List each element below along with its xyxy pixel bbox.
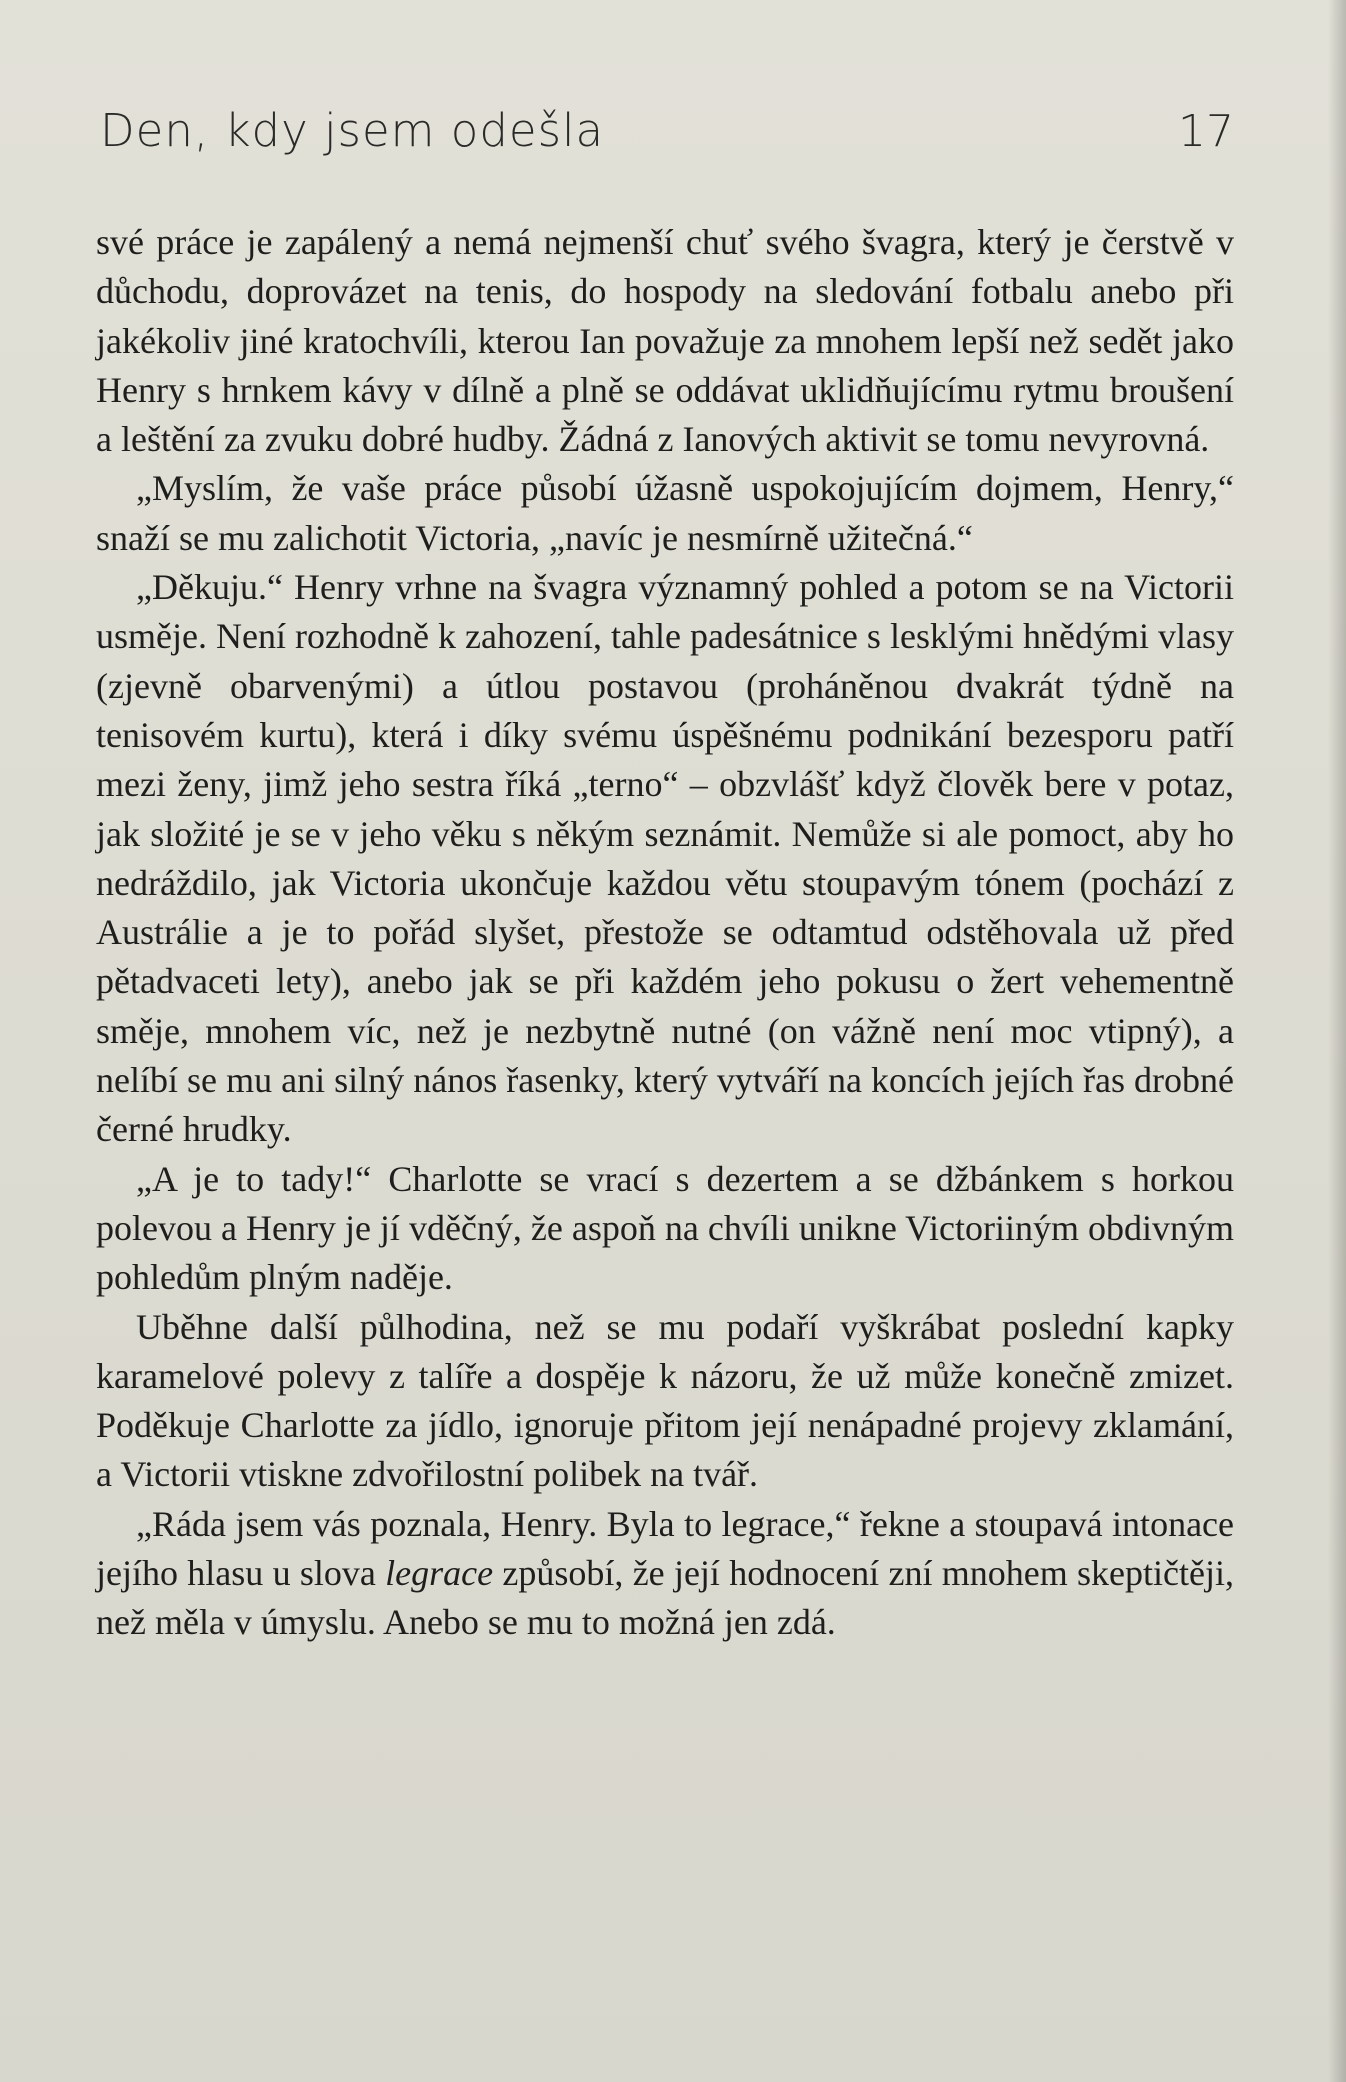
paragraph — [96, 1500, 1234, 1648]
paragraph-text: „Ráda jsem vás poznala, Henry. Byla to legrace,“ řekne a stoupavá intonace jejího hlasu u slova — [96, 1503, 1234, 1594]
body-text — [96, 218, 1234, 1648]
paragraph-text: způsobí, že její hodnocení zní mnohem skeptičtěji, než měla v úmyslu. Anebo se mu to možná jen zdá. — [96, 1553, 1234, 1643]
chapter-title: Den, kdy jsem odešla — [100, 104, 605, 157]
paragraph: „Děkuju.“ Henry vrhne na švagra významný pohled a potom se na Victorii usměje. Není rozhodně k zahození, tahle padesátnice s lesklými hnědými vlasy (zjevně obarvenými) a útlou postavou (proháněnou dvakrát týdně na tenisovém kurtu), která i díky svému úspěšnému podnikání bezesporu patří mezi ženy, jimž jeho sestra říká „terno“ – obzvlášť když člověk bere v potaz, jak složité je se v jeho věku s někým seznámit. Nemůže si ale pomoct, aby ho nedráždilo, jak Victoria ukončuje každou větu stoupavým tónem (pochází z Austrálie a je to pořád slyšet, přestože se odtamtud odstěhovala už před pětadvaceti lety), anebo jak se při každém jeho pokusu o žert vehementně směje, mnohem víc, než je nezbytně nutné (on vážně není moc vtipný), a nelíbí se mu ani silný nános řasenky, který vytváří na koncích jejích řas drobné černé hrudky. — [96, 567, 1234, 1150]
paragraph: „A je to tady!“ Charlotte se vrací s dezertem a se džbánkem s horkou polevou a Henry je jí vděčný, že aspoň na chvíli unikne Victoriiným obdivným pohledům plným naděje. — [96, 1158, 1234, 1298]
page-number: 17 — [1178, 106, 1234, 157]
paragraph: své práce je zapálený a nemá nejmenší chuť svého švagra, který je čerstvě v důchodu, doprovázet na tenis, do hospody na sledování fotbalu anebo při jakékoliv jiné kratochvíli, kterou Ian považuje za mnohem lepší než sedět jako Henry s hrnkem kávy v dílně a plně se oddávat uklidňujícímu rytmu broušení a leštění za zvuku dobré hudby. Žádná z Ianových aktivit se tomu nevyrovná. — [96, 222, 1234, 460]
italic-word: legrace — [385, 1553, 494, 1594]
running-header — [100, 104, 1234, 164]
paragraph: „Myslím, že vaše práce působí úžasně uspokojujícím dojmem, Henry,“ snaží se mu zalichotit Victoria, „navíc je nesmírně užitečná.“ — [96, 468, 1234, 558]
paragraph: Uběhne další půlhodina, než se mu podaří vyškrábat poslední kapky karamelové polevy z talíře a dospěje k názoru, že už může konečně zmizet. Poděkuje Charlotte za jídlo, ignoruje přitom její nenápadné projevy zklamání, a Victorii vtiskne zdvořilostní polibek na tvář. — [96, 1306, 1234, 1495]
